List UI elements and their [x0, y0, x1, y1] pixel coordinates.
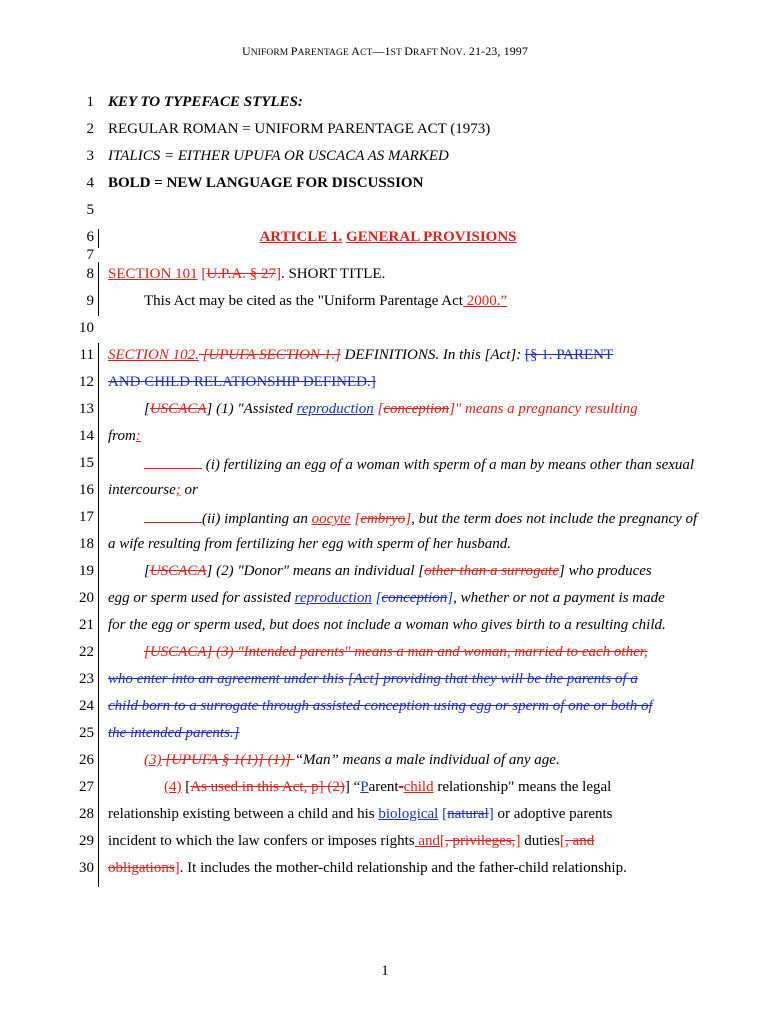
line-number: 15	[79, 455, 94, 471]
definition-parent-child: (4) [As used in this Act, p] (2)] “Parent-child relationship" means the legal	[164, 779, 612, 795]
line-number: 14	[79, 428, 94, 444]
definition-item-i-continued: intercourse; or	[108, 482, 198, 498]
line-number: 23	[79, 671, 94, 687]
line-number: 19	[79, 563, 94, 579]
change-bar	[98, 262, 99, 316]
change-bar	[98, 229, 99, 248]
definition-donor-end: for the egg or sperm used, but does not include a woman who gives birth to a resulting child.	[108, 617, 666, 633]
section-102-heading: SECTION 102. [UPUFA SECTION 1.] DEFINITIONS. In this [Act]: [§ 1. PARENT	[108, 347, 614, 363]
running-header: UNIFORM PARENTAGE ACT—1ST DRAFT NOV. 21-23, 1997	[241, 44, 528, 58]
inserted-tab	[144, 454, 202, 469]
definition-continued: from:	[108, 428, 141, 444]
line-number: 20	[79, 590, 94, 606]
line-number: 21	[79, 617, 94, 633]
line-number: 6	[86, 229, 94, 245]
definition-parent-child-continued: relationship existing between a child and his biological [natural] or adoptive parents	[108, 806, 613, 822]
definition-donor-continued: egg or sperm used for assisted reproduction [conception], whether or not a payment is made	[108, 590, 665, 606]
section-101-heading: SECTION 101 [U.P.A. § 27]. SHORT TITLE.	[108, 266, 386, 282]
key-regular-roman: REGULAR ROMAN = UNIFORM PARENTAGE ACT (1973)	[108, 121, 491, 137]
deleted-definition-line: the intended parents.]	[108, 725, 240, 741]
line-number: 5	[86, 202, 94, 218]
line-number: 18	[79, 536, 94, 552]
line-number: 25	[79, 725, 94, 741]
line-number: 17	[79, 509, 94, 525]
definition-item-ii: (ii) implanting an oocyte [embryo], but the term does not include the pregnancy of	[108, 508, 704, 528]
line-number: 12	[79, 374, 94, 390]
inserted-tab	[144, 508, 202, 523]
key-bold: BOLD = NEW LANGUAGE FOR DISCUSSION	[108, 175, 424, 191]
key-heading: KEY TO TYPEFACE STYLES:	[108, 94, 303, 110]
line-number: 16	[79, 482, 94, 498]
definition-item-i: (i) fertilizing an egg of a woman with sperm of a man by means other than sexual	[108, 454, 704, 474]
deleted-definition-line: who enter into an agreement under this [Act] providing that they will be the parents of a	[108, 671, 638, 687]
line-number: 2	[86, 121, 94, 137]
line-number: 1	[86, 94, 94, 110]
deleted-definition-line: child born to a surrogate through assisted conception using egg or sperm of one or both of	[108, 698, 653, 714]
deleted-heading-text: AND CHILD RELATIONSHIP DEFINED.]	[108, 374, 376, 390]
line-number: 24	[79, 698, 94, 714]
definition-donor: [USCACA] (2) "Donor" means an individual [other than a surrogate] who produces	[144, 563, 652, 579]
definition-item-ii-continued: a wife resulting from fertilizing her egg with sperm of her husband.	[108, 536, 512, 552]
page-number: 1	[381, 963, 389, 979]
line-number: 4	[86, 175, 94, 191]
line-number: 3	[86, 148, 94, 164]
line-number: 13	[79, 401, 94, 417]
line-number: 22	[79, 644, 94, 660]
line-number: 28	[79, 806, 94, 822]
line-number: 26	[79, 752, 94, 768]
definition-parent-child-end: obligations]. It includes the mother-child relationship and the father-child relationship.	[108, 860, 627, 876]
article-heading: ARTICLE 1. GENERAL PROVISIONS	[259, 229, 517, 245]
line-number: 27	[79, 779, 94, 795]
line-number: 10	[79, 320, 94, 336]
change-bar	[98, 343, 99, 873]
change-bar	[98, 873, 99, 887]
line-number: 11	[79, 347, 94, 363]
short-title-text: This Act may be cited as the "Uniform Parentage Act 2000.”	[144, 293, 508, 309]
line-number: 8	[86, 266, 94, 282]
key-italics: ITALICS = EITHER UPUFA OR USCACA AS MARKED	[108, 148, 449, 164]
deleted-definition-intended-parents: [USCACA] (3) "Intended parents" means a man and woman, married to each other,	[144, 644, 648, 660]
line-number: 30	[79, 860, 94, 876]
line-number: 7	[86, 247, 94, 263]
definition-man: (3) [UPUFA § 1(1)] (1)] “Man” means a male individual of any age.	[144, 752, 560, 768]
definition-assisted-reproduction: [USCACA] (1) "Assisted reproduction [conception]" means a pregnancy resulting	[144, 401, 638, 417]
line-number: 29	[79, 833, 94, 849]
definition-parent-child-rights: incident to which the law confers or imposes rights and[, privileges,] duties[, and	[108, 833, 595, 849]
line-number: 9	[86, 293, 94, 309]
